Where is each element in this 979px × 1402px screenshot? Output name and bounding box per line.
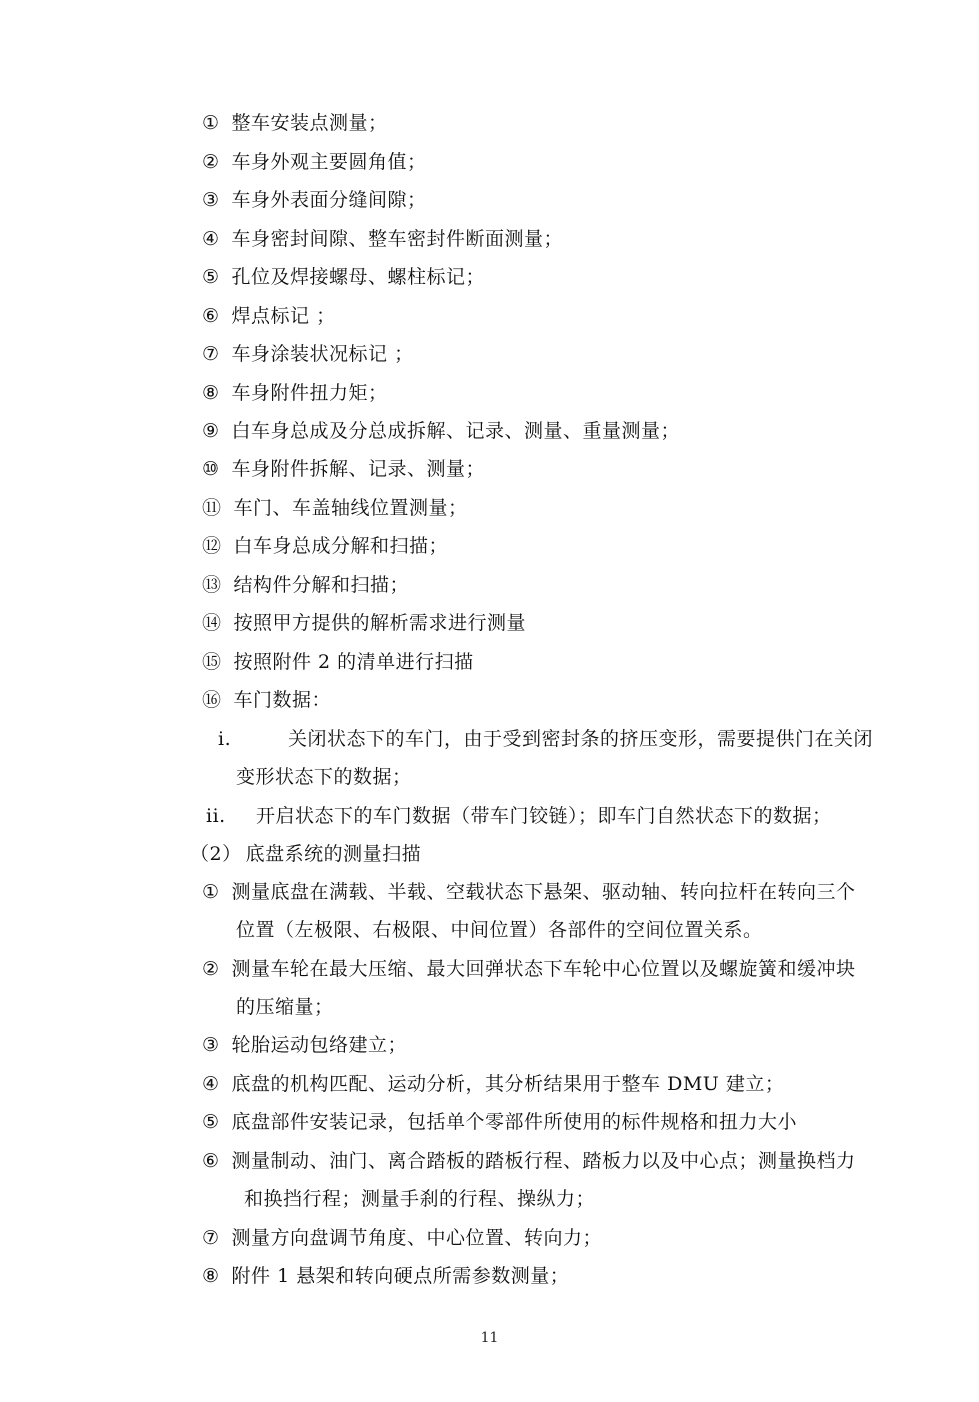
- list-item: [202, 1264, 569, 1288]
- list-item: [202, 111, 388, 135]
- list-item: [202, 534, 448, 558]
- item-number: ⑬: [202, 574, 222, 596]
- item-number: ⑨: [202, 420, 220, 442]
- item-number: ⑫: [202, 535, 222, 557]
- section-number: （2）: [190, 843, 242, 865]
- item-text: 和换挡行程；测量手刹的行程、操纵力；: [244, 1188, 596, 1210]
- section-title: 底盘系统的测量扫描: [245, 843, 422, 865]
- list-item: [202, 457, 485, 481]
- item-number: ⑥: [202, 305, 220, 327]
- list-item: [202, 496, 468, 520]
- item-text: 附件 1 悬架和转向硬点所需参数测量；: [231, 1265, 570, 1287]
- item-text: 结构件分解和扫描；: [233, 574, 410, 596]
- item-text: 的压缩量；: [236, 996, 334, 1018]
- list-item: [202, 1226, 602, 1250]
- item-number: ⑥: [202, 1150, 220, 1172]
- list-item: [202, 1110, 797, 1134]
- item-text: 底盘部件安装记录，包括单个零部件所使用的标件规格和扭力大小: [231, 1111, 798, 1133]
- item-number: ③: [202, 1034, 220, 1056]
- item-text: 测量车轮在最大压缩、最大回弹状态下车轮中心位置以及螺旋簧和缓冲块: [231, 958, 856, 980]
- list-item: [202, 150, 427, 174]
- item-text: 白车身总成及分总成拆解、记录、测量、重量测量；: [231, 420, 681, 442]
- item-number: ⑧: [202, 1265, 220, 1287]
- item-text: 整车安装点测量；: [231, 112, 388, 134]
- item-text: 孔位及焊接螺母、螺柱标记；: [231, 266, 486, 288]
- item-number: ⑦: [202, 343, 220, 365]
- list-item: [202, 265, 485, 289]
- list-item: [202, 188, 427, 212]
- item-number: ⑮: [202, 651, 222, 673]
- item-text: 车身外观主要圆角值；: [231, 151, 427, 173]
- list-item: [202, 419, 680, 443]
- list-item: [202, 650, 474, 674]
- page-number: 11: [480, 1330, 499, 1346]
- item-text: 测量底盘在满载、半载、空载状态下悬架、驱动轴、转向拉杆在转向三个: [231, 881, 856, 903]
- item-text: 底盘的机构匹配、运动分析，其分析结果用于整车 DMU 建立；: [231, 1073, 785, 1095]
- list-item: [202, 1149, 856, 1173]
- item-number: ⑯: [202, 689, 222, 711]
- sub-list-item: [218, 727, 873, 751]
- list-item: [202, 304, 336, 328]
- list-item: [202, 688, 331, 712]
- item-number: ④: [202, 1073, 220, 1095]
- sub-list-item: [206, 804, 832, 828]
- item-number: ⑤: [202, 266, 220, 288]
- item-number: ⑤: [202, 1111, 220, 1133]
- list-item: [202, 880, 856, 904]
- list-item-continuation: [244, 1187, 595, 1211]
- item-text: 车身附件扭力矩；: [231, 382, 388, 404]
- item-number: i.: [218, 728, 232, 750]
- item-text: 位置（左极限、右极限、中间位置）各部件的空间位置关系。: [236, 919, 763, 941]
- item-text: 车身密封间隙、整车密封件断面测量；: [231, 228, 564, 250]
- item-text: 开启状态下的车门数据（带车门铰链）；即车门自然状态下的数据；: [256, 805, 832, 827]
- item-text: 车身外表面分缝间隙；: [231, 189, 427, 211]
- item-text: 车门、车盖轴线位置测量；: [233, 497, 468, 519]
- list-item-continuation: [236, 995, 334, 1019]
- item-number: ①: [202, 112, 220, 134]
- item-number: ②: [202, 958, 220, 980]
- list-item: [202, 573, 409, 597]
- item-number: ④: [202, 228, 220, 250]
- item-text: 变形状态下的数据；: [236, 766, 412, 788]
- item-number: ⑭: [202, 612, 222, 634]
- sub-list-item-continuation: [236, 765, 412, 789]
- item-text: 车身涂装状况标记 ；: [231, 343, 414, 365]
- item-number: ⑧: [202, 382, 220, 404]
- list-item: [202, 381, 388, 405]
- item-text: 车门数据：: [233, 689, 332, 711]
- list-item-continuation: [236, 918, 763, 942]
- item-text: 白车身总成分解和扫描；: [233, 535, 449, 557]
- item-text: 轮胎运动包络建立；: [231, 1034, 408, 1056]
- item-number: ②: [202, 151, 220, 173]
- item-text: 按照甲方提供的解析需求进行测量: [233, 612, 527, 634]
- item-number: ③: [202, 189, 220, 211]
- item-text: 按照附件 2 的清单进行扫描: [233, 651, 474, 673]
- list-item: [202, 227, 563, 251]
- list-item: [202, 1072, 784, 1096]
- item-number: ii.: [206, 805, 226, 827]
- item-number: ⑦: [202, 1227, 220, 1249]
- item-text: 关闭状态下的车门，由于受到密封条的挤压变形，需要提供门在关闭: [288, 728, 874, 750]
- item-text: 测量制动、油门、离合踏板的踏板行程、踏板力以及中心点；测量换档力: [231, 1150, 856, 1172]
- item-number: ⑩: [202, 458, 220, 480]
- section-heading: [190, 842, 421, 866]
- item-text: 焊点标记 ；: [231, 305, 336, 327]
- item-number: ①: [202, 881, 220, 903]
- item-text: 测量方向盘调节角度、中心位置、转向力；: [231, 1227, 603, 1249]
- list-item: [202, 611, 526, 635]
- list-item: [202, 1033, 407, 1057]
- item-number: ⑪: [202, 497, 222, 519]
- item-text: 车身附件拆解、记录、测量；: [231, 458, 486, 480]
- list-item: [202, 342, 414, 366]
- list-item: [202, 957, 856, 981]
